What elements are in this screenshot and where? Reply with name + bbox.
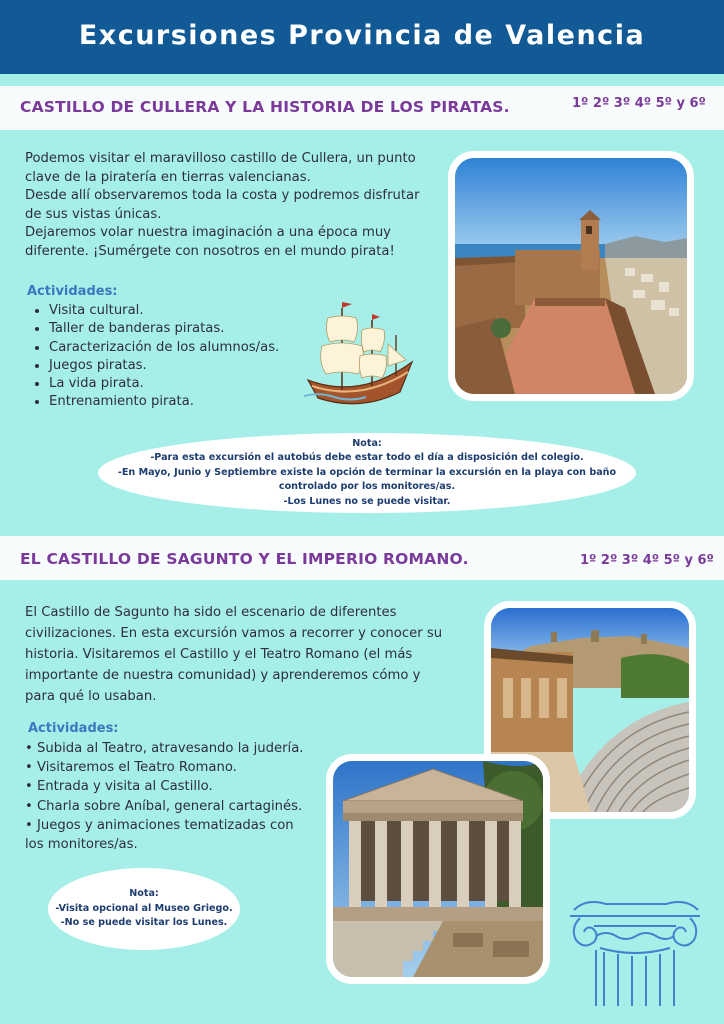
section2-note <box>48 868 240 950</box>
activity-item: • Entrenamiento pirata. <box>49 393 279 411</box>
section2-title: EL CASTILLO DE SAGUNTO Y EL IMPERIO ROMANO. <box>20 550 469 568</box>
note-line: -No se puede visitar los Lunes. <box>60 917 228 929</box>
section1-note <box>98 433 636 513</box>
description-line: clave de la piratería en tierras valencianas. <box>25 169 311 185</box>
note-line: -Para esta excursión el autobús debe estar todo el día a disposición del colegio. <box>150 452 584 464</box>
activity-item: los monitores/as. <box>25 837 138 853</box>
activity-item: • La vida pirata. <box>49 375 279 393</box>
activity-item: • Caracterización de los alumnos/as. <box>49 339 279 357</box>
section2-description <box>25 602 449 707</box>
description-line: Podemos visitar el maravilloso castillo de Cullera, un punto <box>25 151 416 166</box>
description-line: Desde allí observaremos toda la costa y podremos disfrutar <box>25 188 420 203</box>
section2-activities-title: Actividades: <box>28 721 119 736</box>
section2-grades: 1º 2º 3º 4º 5º y 6º <box>580 553 714 568</box>
description-line: importante de nuestra comunidad) y aprenderemos cómo y <box>25 668 421 683</box>
note-line: -Visita opcional al Museo Griego. <box>55 902 233 914</box>
page-title: Excursiones Provincia de Valencia <box>78 19 646 51</box>
section1-grades: 1º 2º 3º 4º 5º y 6º <box>572 96 706 111</box>
description-line: historia. Visitaremos el Castillo y el Teatro Romano (el más <box>25 647 413 662</box>
pirate-ship-icon <box>300 300 420 415</box>
section1-activities-list <box>25 302 279 412</box>
activity-item: • Juegos y animaciones tematizadas con <box>25 817 294 833</box>
cullera-castle-photo <box>448 151 694 401</box>
description-line: Dejaremos volar nuestra imaginación a una época muy <box>25 225 391 240</box>
ionic-column-capital-icon <box>566 896 704 1008</box>
note-title: Nota: <box>129 888 159 900</box>
section1-title-band <box>0 86 724 130</box>
note-line: -Los Lunes no se puede visitar. <box>283 495 451 507</box>
section1-title: CASTILLO DE CULLERA Y LA HISTORIA DE LOS PIRATAS. <box>20 98 510 116</box>
section2-title-band <box>0 536 724 580</box>
description-line: civilizaciones. En esta excursión vamos a recorrer y conocer su <box>25 626 443 641</box>
description-line: de sus vistas únicas. <box>25 206 162 222</box>
note-title: Nota: <box>352 437 382 449</box>
header-bar <box>0 0 724 74</box>
activity-item: • Entrada y visita al Castillo. <box>25 779 213 795</box>
section1-activities-title: Actividades: <box>27 284 118 299</box>
section1-description <box>25 150 445 261</box>
activity-item: • Juegos piratas. <box>49 357 279 375</box>
activity-item: • Taller de banderas piratas. <box>49 320 279 338</box>
activity-item: • Visitaremos el Teatro Romano. <box>25 760 237 776</box>
note-line: controlado por los monitores/as. <box>278 481 456 493</box>
description-line: diferente. ¡Sumérgete con nosotros en el mundo pirata! <box>25 243 395 259</box>
description-line: para qué lo usaban. <box>25 689 157 704</box>
activity-item: • Charla sobre Aníbal, general cartaginés. <box>25 798 303 814</box>
description-line: El Castillo de Sagunto ha sido el escenario de diferentes <box>25 605 397 620</box>
activity-item: • Visita cultural. <box>49 302 279 320</box>
greek-temple-photo <box>326 754 550 984</box>
activity-item: • Subida al Teatro, atravesando la judería. <box>25 741 304 756</box>
section2-activities-list <box>25 739 304 854</box>
note-line: -En Mayo, Junio y Septiembre existe la opción de terminar la excursión en la playa con baño <box>117 466 617 478</box>
